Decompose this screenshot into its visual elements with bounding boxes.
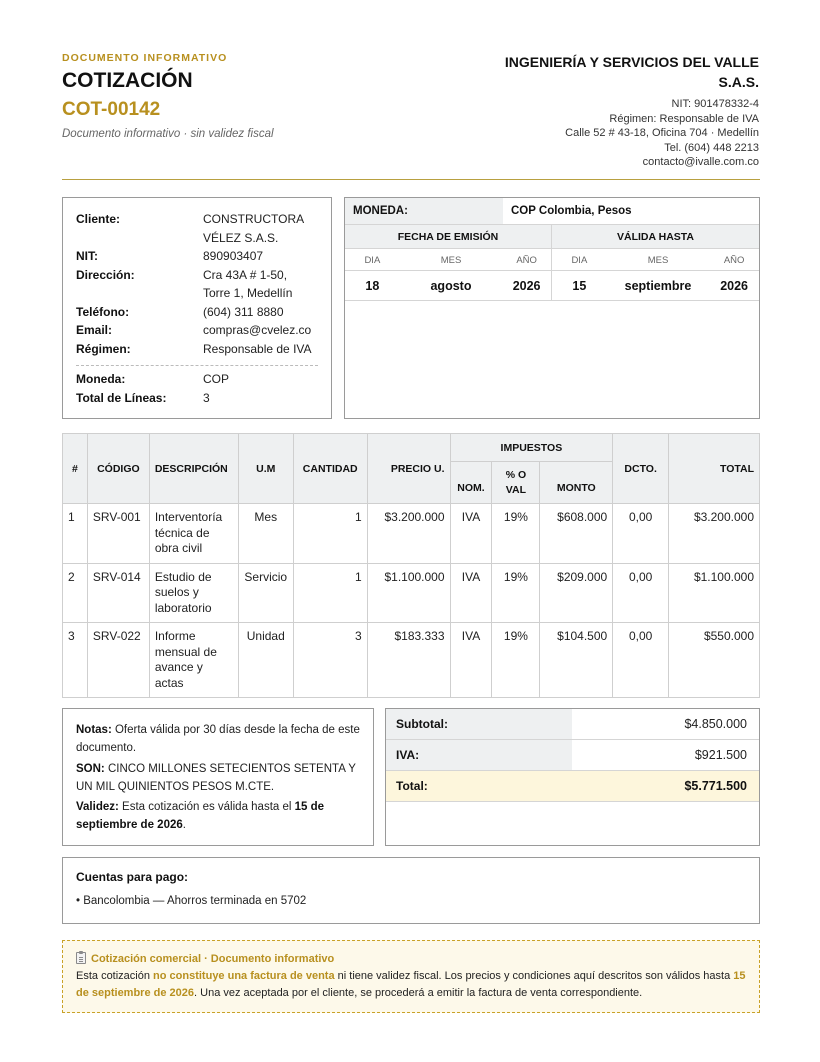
notes-text: Oferta válida por 30 días desde la fecha de este documento. [76,724,360,755]
row-tax-rate: 19% [492,563,540,623]
row-num: 3 [63,623,88,698]
client-address [203,266,292,303]
document-title: COTIZACIÓN [62,69,193,92]
client-panel [62,197,332,419]
row-code: SRV-022 [87,623,149,698]
table-row [63,504,760,564]
row-price: $3.200.000 [367,504,450,564]
currency-row [345,198,759,225]
client-row [76,210,318,247]
row-quantity: 3 [293,623,367,698]
iva-label: IVA: [386,740,572,770]
client-address-line: Torre 1, Medellín [203,286,293,300]
subtotal-row [386,709,759,740]
row-discount: 0,00 [613,563,669,623]
row-tax-amount: $209.000 [540,563,613,623]
validity-text: Esta cotización es válida hasta el [122,801,292,814]
col-header-tax-name: NOM. [450,462,492,504]
year-subheader: AÑO [723,255,745,266]
col-header-tax-rate [492,462,540,504]
company-name-line: INGENIERÍA Y SERVICIOS DEL VALLE [504,54,759,70]
notice-text-part: Esta cotización [76,970,154,982]
client-currency: COP [203,372,230,386]
tax-rate-header-line: VAL [505,483,527,496]
company-info [459,52,759,170]
row-price: $1.100.000 [367,563,450,623]
subtotal-value: $4.850.000 [684,717,747,731]
valid-day: 15 [572,279,587,293]
client-row [76,247,318,266]
day-subheader: DIA [571,255,588,266]
col-header-code: CÓDIGO [87,434,149,504]
issue-year: 2026 [502,271,552,300]
dates-panel [344,197,760,419]
row-price: $183.333 [367,623,450,698]
total-value: $5.771.500 [684,779,747,793]
table-row [63,563,760,623]
row-description: Interventoría técnica de obra civil [149,504,238,564]
items-table [62,433,760,698]
col-header-discount: DCTO. [613,434,669,504]
client-row [76,370,318,389]
row-unit: Unidad [238,623,293,698]
client-phone: (604) 311 8880 [203,304,284,319]
client-row [76,266,318,303]
month-subheader: MES [647,255,669,266]
valid-until-header: VÁLIDA HASTA [617,231,694,243]
iva-row [386,740,759,771]
validity-end: . [182,819,186,832]
client-regimen: Responsable de IVA [203,341,312,356]
row-code: SRV-001 [87,504,149,564]
subtotal-label: Subtotal: [386,709,572,739]
date-subheaders [345,249,759,271]
nit-label: NIT: [76,249,98,263]
totals-panel [385,708,760,846]
document-header [62,52,402,140]
col-header-taxes: IMPUESTOS [450,434,613,462]
currency-label: Moneda: [76,372,126,386]
client-row [76,389,318,408]
row-total: $1.100.000 [669,563,760,623]
notes-label: Notas: [76,724,112,736]
col-header-tax-amount: MONTO [540,462,613,504]
row-tax-amount: $104.500 [540,623,613,698]
row-discount: 0,00 [613,504,669,564]
row-description: Estudio de suelos y laboratorio [149,563,238,623]
row-quantity: 1 [293,504,367,564]
email-label: Email: [76,323,113,337]
clipboard-icon [76,952,86,964]
col-header-unit: U.M [238,434,293,504]
row-unit: Mes [238,504,293,564]
day-subheader: DIA [364,255,381,266]
document-note: Documento informativo · sin validez fiscal [62,128,274,140]
col-header-total: TOTAL [669,434,760,504]
row-total: $3.200.000 [669,504,760,564]
notice-emphasis: no constituye una factura de venta [153,970,335,982]
row-num: 2 [63,563,88,623]
client-row [76,340,318,359]
total-row [386,771,759,802]
iva-value: $921.500 [694,748,747,762]
row-discount: 0,00 [613,623,669,698]
payment-account: • Bancolombia — Ahorros terminada en 5702 [76,895,307,907]
phone-label: Teléfono: [76,304,130,319]
col-header-description: DESCRIPCIÓN [149,434,238,504]
client-address-line: Cra 43A # 1-50, [203,267,288,282]
validity-label: Validez: [76,801,119,814]
row-tax-name: IVA [450,504,492,564]
quote-number: COT-00142 [62,99,161,120]
notice-text-part: . Una vez aceptada por el cliente, se procederá a emitir la factura de venta correspondiente. [194,987,643,999]
notice-emphasis: 15 de septiembre de 2026 [76,970,746,999]
line-count-label: Total de Líneas: [76,390,167,405]
row-tax-name: IVA [450,623,492,698]
client-label: Cliente: [76,212,121,226]
client-row [76,321,318,340]
validity-paragraph [76,798,360,835]
payment-panel [62,857,760,924]
notes-panel [62,708,374,846]
document-kicker: DOCUMENTO INFORMATIVO [62,52,228,64]
notes-paragraph [76,721,360,758]
line-count: 3 [203,390,210,405]
amount-words-text: CINCO MILLONES SETECIENTOS SETENTA Y UN MIL QUINIENTOS PESOS M.CTE. [76,762,356,793]
row-code: SRV-014 [87,563,149,623]
company-address: Calle 52 # 43-18, Oficina 704 · Medellín [565,127,759,139]
notice-text [76,968,746,1002]
row-description: Informe mensual de avance y actas [149,623,238,698]
row-total: $550.000 [669,623,760,698]
regimen-label: Régimen: [76,341,131,356]
validity-date: 15 de septiembre de 2026 [76,801,325,832]
disclaimer-notice [62,940,760,1013]
date-headers [345,225,759,249]
total-label: Total: [386,771,572,801]
company-email: contacto@ivalle.com.co [642,156,759,168]
row-tax-name: IVA [450,563,492,623]
col-header-price: PRECIO U. [367,434,450,504]
address-label: Dirección: [76,267,135,282]
month-subheader: MES [440,255,462,266]
company-name [459,52,759,92]
valid-month: septiembre [624,279,692,293]
year-subheader: AÑO [502,249,552,270]
valid-year: 2026 [720,279,749,293]
issue-day: 18 [365,279,380,293]
currency-value: COP Colombia, Pesos [511,205,632,217]
row-num: 1 [63,504,88,564]
client-name [203,210,304,247]
company-name-line: S.A.S. [718,74,759,90]
client-row [76,303,318,322]
payment-title: Cuentas para pago: [76,870,189,884]
client-name-line: CONSTRUCTORA [203,212,305,226]
issue-month: agosto [430,279,472,293]
row-tax-rate: 19% [492,504,540,564]
amount-words-label: SON: [76,762,105,775]
client-nit: 890903407 [203,249,264,263]
row-tax-amount: $608.000 [540,504,613,564]
row-unit: Servicio [238,563,293,623]
client-email: compras@cvelez.co [203,323,312,337]
client-name-line: VÉLEZ S.A.S. [203,230,279,245]
company-phone: Tel. (604) 448 2213 [664,141,759,154]
col-header-num: # [63,434,88,504]
notice-title-row [76,951,746,968]
row-quantity: 1 [293,563,367,623]
notice-title: Cotización comercial · Documento informativo [91,953,335,965]
amount-in-words [76,760,360,797]
client-divider [76,365,318,366]
row-tax-rate: 19% [492,623,540,698]
notice-text-part: ni tiene validez fiscal. Los precios y condiciones aquí descritos son válidos hasta [334,970,734,982]
issue-date-header: FECHA DE EMISIÓN [345,225,552,248]
currency-label: MONEDA: [345,198,503,224]
col-header-quantity: CANTIDAD [293,434,367,504]
table-row [63,623,760,698]
date-values [345,271,759,301]
company-nit: NIT: 901478332-4 [671,98,759,110]
tax-rate-header-line: % O [505,468,527,481]
company-regimen: Régimen: Responsable de IVA [609,112,759,125]
header-divider [62,179,760,180]
